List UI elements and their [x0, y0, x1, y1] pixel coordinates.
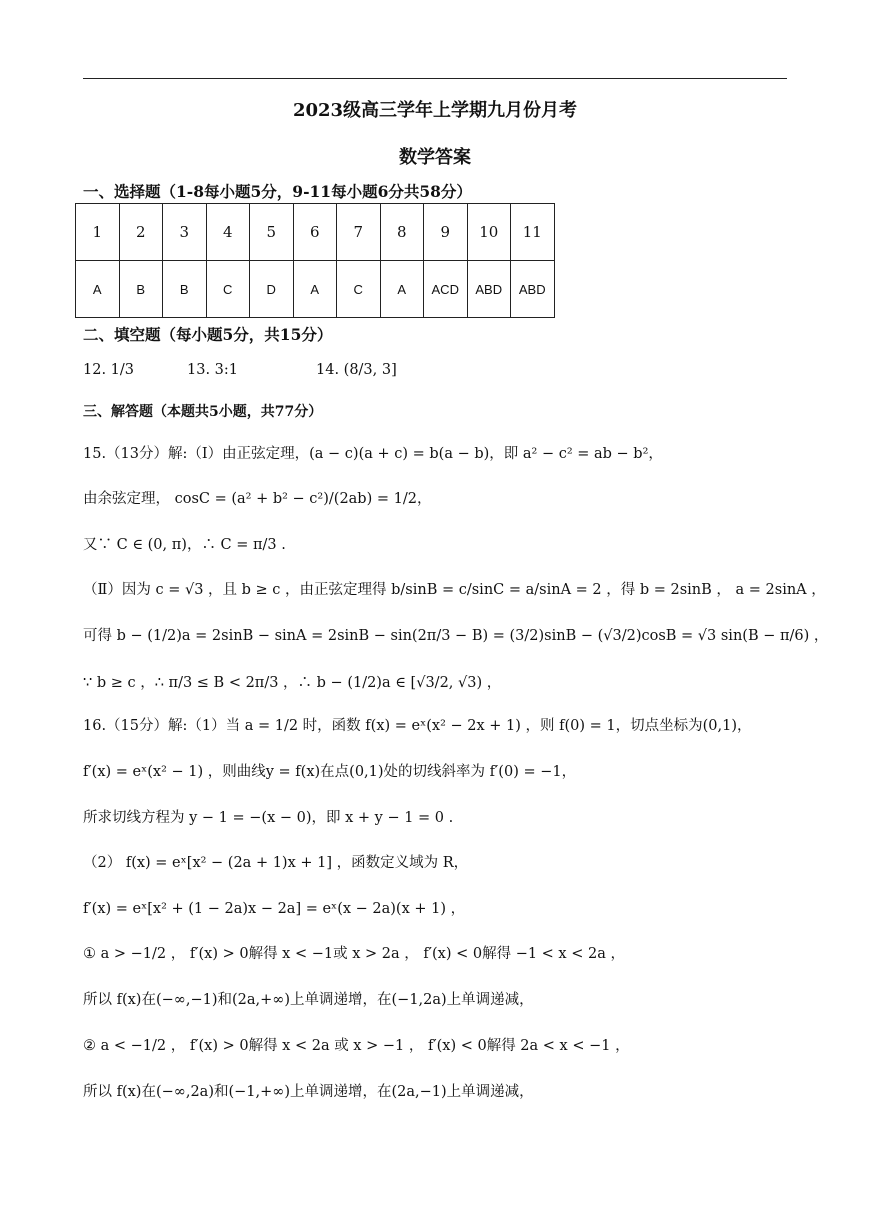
- answer-cell: B: [163, 261, 207, 318]
- answer-cell: A: [76, 261, 120, 318]
- question-number-cell: 6: [293, 204, 337, 261]
- answer-cell: ACD: [424, 261, 468, 318]
- question-number-cell: 1: [76, 204, 120, 261]
- answer-cell: C: [337, 261, 381, 318]
- question-number-cell: 3: [163, 204, 207, 261]
- section-2-heading: 二、填空题（每小题5分，共15分）: [83, 325, 333, 344]
- solution-line: （Ⅱ）因为 c = √3 ，且 b ≥ c ，由正弦定理得 b/sinB = c/sinC = a/sinA = 2 ，得 b = 2sinB ， a = 2sinA ，: [83, 582, 826, 598]
- answer-cell: ABD: [511, 261, 555, 318]
- answer-table-answer-row: [76, 261, 555, 318]
- section-1-heading: 一、选择题（1-8每小题5分，9-11每小题6分共58分）: [83, 182, 472, 201]
- page-title: 2023级高三学年上学期九月份月考: [292, 100, 578, 121]
- solution-line: 所以 f(x)在(−∞,2a)和(−1,+∞)上单调递增，在(2a,−1)上单调递减，: [83, 1084, 534, 1100]
- solution-line: 可得 b − (1/2)a = 2sinB − sinA = 2sinB − sin(2π/3 − B) = (3/2)sinB − (√3/2)cosB = √3 sin(B − π/6) ，: [83, 628, 829, 644]
- question-number-cell: 11: [511, 204, 555, 261]
- solution-line: 16.（15分）解:（1）当 a = 1/2 时，函数 f(x) = eˣ(x² − 2x + 1) ，则 f(0) = 1，切点坐标为(0,1)，: [83, 718, 752, 734]
- solution-line: 由余弦定理， cosC = (a² + b² − c²)/(2ab) = 1/2，: [83, 491, 432, 507]
- question-number-cell: 7: [337, 204, 381, 261]
- answer-cell: ABD: [467, 261, 511, 318]
- answer-cell: A: [380, 261, 424, 318]
- page-subtitle: 数学答案: [399, 147, 471, 168]
- answer-cell: C: [206, 261, 250, 318]
- answer-cell: A: [293, 261, 337, 318]
- solution-line: ① a > −1/2 ， f′(x) > 0解得 x < −1或 x > 2a ， f′(x) < 0解得 −1 < x < 2a ，: [83, 946, 625, 962]
- answer-q14: 14. (8/3, 3]: [316, 362, 397, 378]
- question-number-cell: 5: [250, 204, 294, 261]
- solution-line: 又∵ C ∈ (0, π)，∴ C = π/3 .: [83, 537, 286, 553]
- solution-line: 15.（13分）解:（Ⅰ）由正弦定理，(a − c)(a + c) = b(a − b)，即 a² − c² = ab − b²，: [83, 446, 663, 462]
- solution-line: ② a < −1/2 ， f′(x) > 0解得 x < 2a 或 x > −1 ， f′(x) < 0解得 2a < x < −1 ，: [83, 1038, 630, 1054]
- answer-cell: D: [250, 261, 294, 318]
- solution-line: 所以 f(x)在(−∞,−1)和(2a,+∞)上单调递增，在(−1,2a)上单调递减，: [83, 992, 534, 1008]
- answer-cell: B: [119, 261, 163, 318]
- solution-line: f′(x) = eˣ(x² − 1) ，则曲线y = f(x)在点(0,1)处的切线斜率为 f′(0) = −1，: [83, 764, 577, 780]
- question-number-cell: 4: [206, 204, 250, 261]
- solution-line: f′(x) = eˣ[x² + (1 − 2a)x − 2a] = eˣ(x − 2a)(x + 1) ，: [83, 901, 466, 917]
- solution-line: （2） f(x) = eˣ[x² − (2a + 1)x + 1] ，函数定义域为 R，: [83, 855, 469, 871]
- answer-q12: 12. 1/3: [83, 362, 135, 378]
- question-number-cell: 9: [424, 204, 468, 261]
- question-number-cell: 8: [380, 204, 424, 261]
- solution-line: 所求切线方程为 y − 1 = −(x − 0)，即 x + y − 1 = 0 .: [83, 810, 454, 826]
- answer-q13: 13. 3:1: [187, 362, 239, 378]
- question-number-cell: 10: [467, 204, 511, 261]
- section-3-heading: 三、解答题（本题共5小题，共77分）: [83, 404, 323, 420]
- answer-table: [75, 203, 555, 318]
- top-rule: [83, 78, 787, 79]
- solution-line: ∵ b ≥ c ，∴ π/3 ≤ B < 2π/3 ，∴ b − (1/2)a ∈ [√3/2, √3) ，: [83, 675, 502, 691]
- question-number-cell: 2: [119, 204, 163, 261]
- answer-table-number-row: [76, 204, 555, 261]
